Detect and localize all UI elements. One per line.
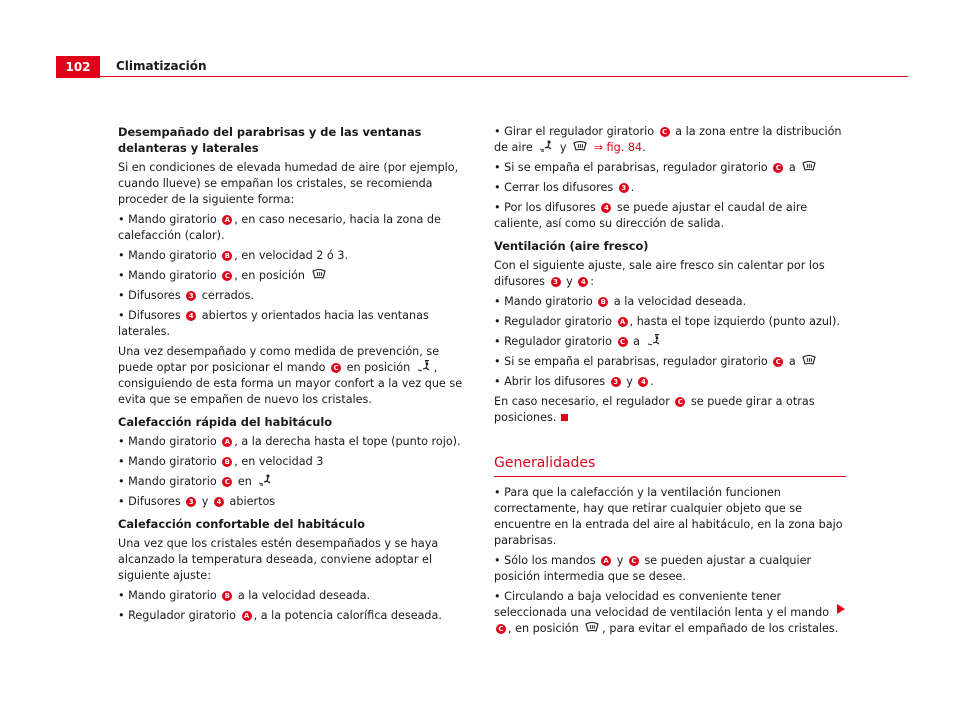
left-column	[118, 124, 464, 628]
list-item: • Regulador giratorio A , a la potencia calorífica deseada.	[118, 609, 442, 622]
paragraph: Una vez desempañado y como medida de prevención, se puede optar por posicionar el mando C en posición , consiguiendo de esta forma un mayor confort a la vez que se evita que se empañen de nuevo los cristales.	[118, 345, 463, 406]
chapter-title: Climatización	[116, 59, 207, 73]
list-item: • Para que la calefacción y la ventilación funcionen correctamente, hay que retirar cualquier objeto que se encuentre en la entrada del aire al habitáculo, en la zona bajo parabrisas.	[494, 486, 843, 547]
vent-3-icon: 3	[551, 277, 561, 287]
key-c-icon: C	[618, 337, 628, 347]
key-c-icon: C	[222, 271, 232, 281]
list-item: • Mando giratorio C en	[118, 474, 464, 490]
list-item: • Mando giratorio A , a la derecha hasta el tope (punto rojo).	[118, 435, 461, 448]
paragraph: En caso necesario, el regulador C se puede girar a otras posiciones.	[494, 395, 815, 424]
key-a-icon: A	[242, 611, 252, 621]
list-item: • Difusores 4 abiertos y orientados hacia las ventanas laterales.	[118, 309, 429, 338]
key-c-icon: C	[660, 127, 670, 137]
windscreen-defrost-icon	[572, 140, 588, 152]
footwell-defrost-icon	[416, 360, 432, 372]
list-item: • Abrir los difusores 3 y 4 .	[494, 375, 654, 388]
key-c-icon: C	[496, 624, 506, 634]
vent-4-icon: 4	[214, 497, 224, 507]
list-item: • Regulador giratorio C a	[494, 334, 846, 350]
key-c-icon: C	[675, 397, 685, 407]
vent-3-icon: 3	[186, 291, 196, 301]
section-title-quick-heating: Calefacción rápida del habitáculo	[118, 415, 333, 429]
key-b-icon: B	[222, 457, 232, 467]
vent-4-icon: 4	[186, 311, 196, 321]
list-item: • Circulando a baja velocidad es conveniente tener seleccionada una velocidad de ventilación lenta y el mando C , en posición , para evitar el empañado de los cristales.	[494, 590, 839, 635]
vent-4-icon: 4	[578, 277, 588, 287]
footwell-defrost-icon	[646, 334, 662, 346]
list-item: • Por los difusores 4 se puede ajustar el caudal de aire caliente, así como su dirección de salida.	[494, 201, 808, 230]
windscreen-defrost-icon	[801, 160, 817, 172]
vent-3-icon: 3	[611, 377, 621, 387]
footwell-air-icon	[538, 140, 554, 152]
section-title-general: Generalidades	[494, 455, 596, 471]
list-item: • Mando giratorio B , en velocidad 3	[118, 455, 324, 468]
figure-reference-link[interactable]: ⇒ fig. 84	[593, 141, 643, 154]
windscreen-defrost-icon	[311, 268, 327, 280]
vent-4-icon: 4	[638, 377, 648, 387]
key-c-icon: C	[773, 163, 783, 173]
list-item: • Si se empaña el parabrisas, regulador giratorio C a	[494, 160, 846, 176]
section-rule	[494, 476, 846, 477]
list-item: • Girar el regulador giratorio C a la zona entre la distribución de aire y ⇒ fig. 84.	[494, 125, 842, 154]
key-c-icon: C	[773, 357, 783, 367]
list-item: • Mando giratorio A , en caso necesario, hacia la zona de calefacción (calor).	[118, 213, 441, 242]
header-rule	[100, 76, 908, 77]
key-a-icon: A	[222, 215, 232, 225]
key-b-icon: B	[222, 591, 232, 601]
vent-3-icon: 3	[186, 497, 196, 507]
section-title-ventilation: Ventilación (aire fresco)	[494, 239, 649, 253]
vent-4-icon: 4	[601, 203, 611, 213]
list-item: • Difusores 3 y 4 abiertos	[118, 495, 276, 508]
list-item: • Difusores 3 cerrados.	[118, 289, 255, 302]
list-item: • Mando giratorio B a la velocidad deseada.	[494, 295, 747, 308]
key-a-icon: A	[618, 317, 628, 327]
end-of-section-icon	[561, 414, 568, 421]
list-item: • Si se empaña el parabrisas, regulador giratorio C a	[494, 354, 846, 370]
list-item: • Mando giratorio B a la velocidad deseada.	[118, 589, 371, 602]
page-number: 102	[56, 56, 100, 78]
key-b-icon: B	[222, 251, 232, 261]
footwell-air-icon	[257, 474, 273, 486]
key-a-icon: A	[601, 556, 611, 566]
windscreen-defrost-icon	[801, 354, 817, 366]
paragraph: Si en condiciones de elevada humedad de aire (por ejemplo, cuando llueve) se empañan los cristales, se recomienda proceder de la siguiente forma:	[118, 161, 459, 206]
section-title-defog: Desempañado del parabrisas y de las ventanas delanteras y laterales	[118, 125, 422, 155]
key-c-icon: C	[331, 363, 341, 373]
right-column	[494, 124, 846, 641]
list-item: • Cerrar los difusores 3 .	[494, 181, 635, 194]
key-a-icon: A	[222, 437, 232, 447]
windscreen-defrost-icon	[584, 621, 600, 633]
key-b-icon: B	[598, 297, 608, 307]
paragraph: Con el siguiente ajuste, sale aire fresco sin calentar por los difusores 3 y 4 :	[494, 259, 825, 288]
key-c-icon: C	[222, 477, 232, 487]
paragraph: Una vez que los cristales estén desempañados y se haya alcanzado la temperatura deseada, conviene adoptar el siguiente ajuste:	[118, 537, 439, 582]
list-item: • Mando giratorio B , en velocidad 2 ó 3.	[118, 249, 349, 262]
key-c-icon: C	[629, 556, 639, 566]
list-item: • Regulador giratorio A , hasta el tope izquierdo (punto azul).	[494, 315, 840, 328]
section-title-comfort-heating: Calefacción confortable del habitáculo	[118, 517, 365, 531]
vent-3-icon: 3	[619, 183, 629, 193]
list-item: • Mando giratorio C , en posición	[118, 268, 464, 284]
continue-arrow-icon	[837, 604, 845, 614]
list-item: • Sólo los mandos A y C se pueden ajustar a cualquier posición intermedia que se desee.	[494, 554, 812, 583]
